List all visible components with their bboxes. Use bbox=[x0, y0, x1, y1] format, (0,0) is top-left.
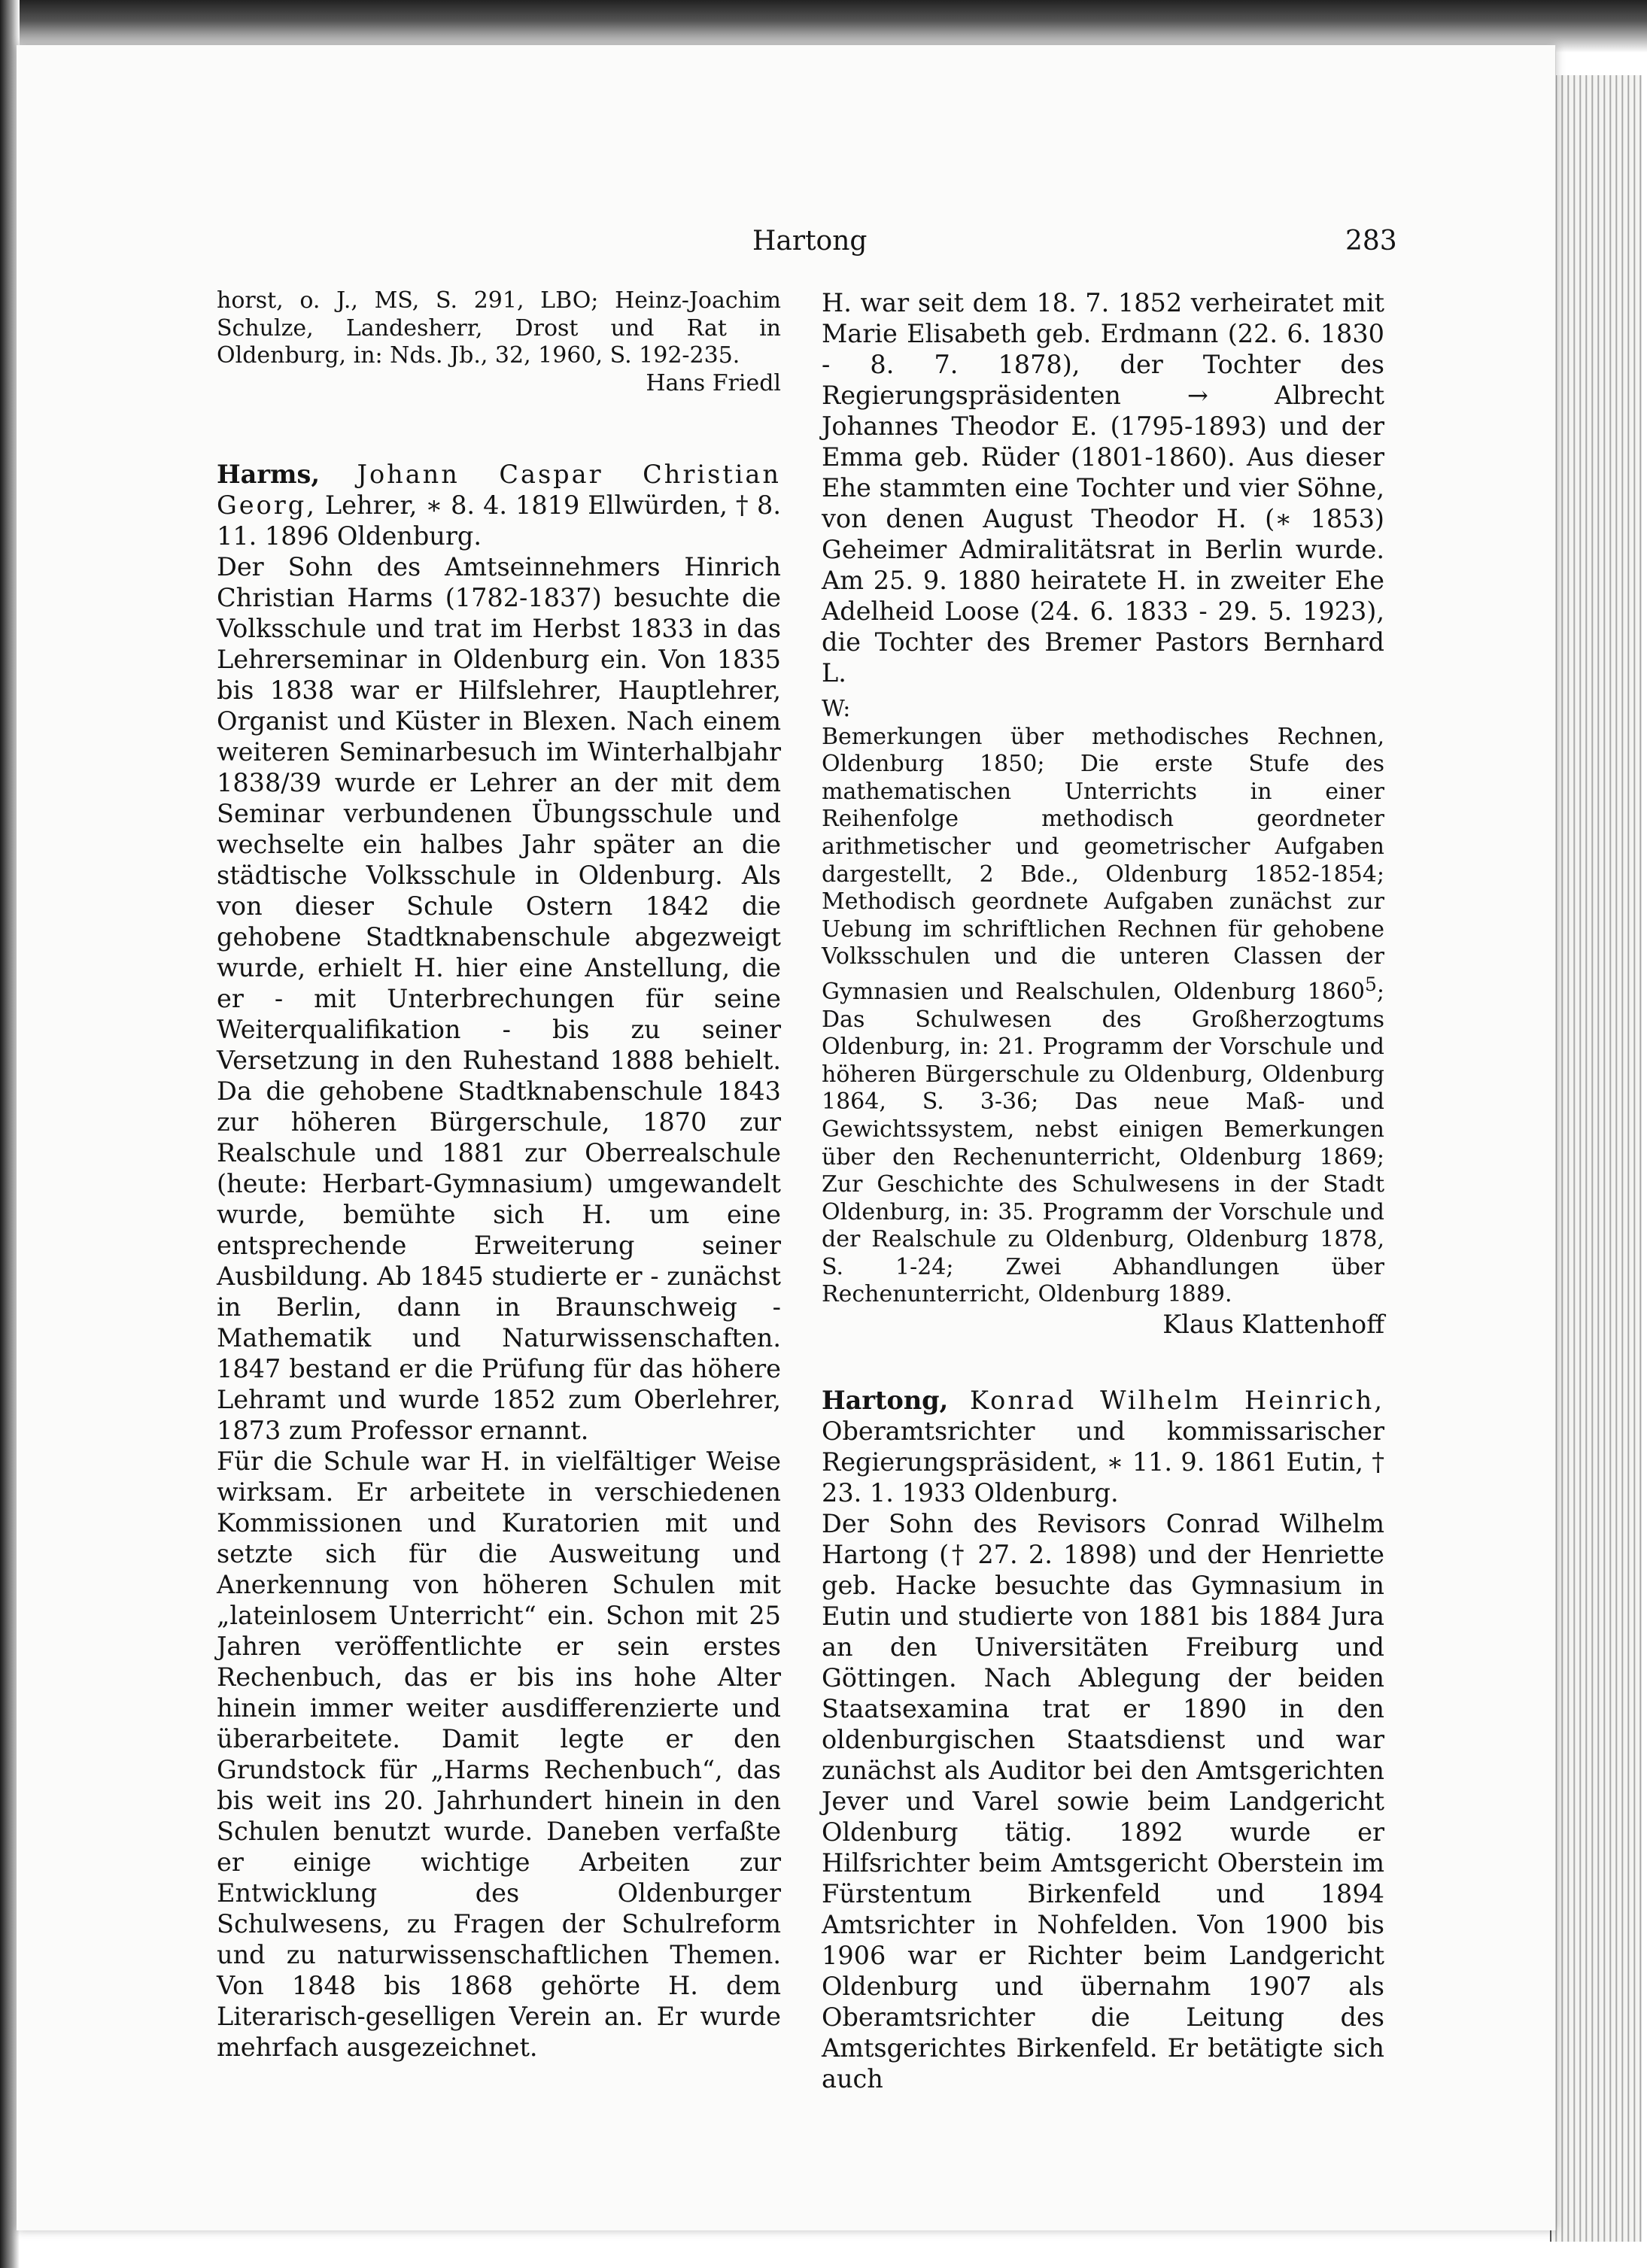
entry-separator bbox=[217, 397, 781, 459]
hartong-life-data: Oberamtsrichter und kommissarischer Regierungspräsident, ∗ 11. 9. 1861 Eutin, † 23. 1. 1933 Oldenburg. bbox=[822, 1416, 1384, 1508]
harms-life-data: Lehrer, ∗ 8. 4. 1819 Ellwürden, † 8. 11. 1896 Oldenburg. bbox=[217, 490, 781, 551]
right-column bbox=[822, 287, 1384, 2094]
hartong-surname: Hartong, bbox=[822, 1386, 949, 1416]
entry-separator bbox=[822, 1340, 1384, 1385]
previous-entry-author: Hans Friedl bbox=[646, 369, 781, 396]
harms-surname: Harms, bbox=[217, 460, 320, 490]
page-number: 283 bbox=[1345, 226, 1397, 257]
hartong-given-names: Konrad Wilhelm Heinrich, bbox=[970, 1386, 1385, 1416]
harms-paragraph-2: Für die Schule war H. in vielfältiger Weise wirksam. Er arbeitete in verschiedenen Kommissionen und Kuratorien mit und setzte sich für die Ausweitung und Anerkennung von höheren Schulen mit „lateinlosem Unterricht“ ein. Schon mit 25 Jahren veröffentlichte er sein erstes Rechenbuch, das er bis ins hohe Alter hinein immer weiter ausdifferenzierte und überarbeitete. Damit legte er den Grundstock für „Harms Rechenbuch“, das bis weit ins 20. Jahrhundert hinein in den Schulen benutzt wurde. Daneben verfaßte er einige wichtige Arbeiten zur Entwicklung des Oldenburger Schulwesens, zu Fragen der Schulreform und zu naturwissenschaftlichen Themen. Von 1848 bis 1868 gehörte H. dem Literarisch-geselligen Verein an. Er wurde mehrfach ausgezeichnet. bbox=[217, 1447, 781, 2063]
works-text-2: ; Das Schulwesen des Großherzogtums Oldenburg, in: 21. Programm der Vorschule und höheren Bürgerschule zu Oldenburg, Oldenburg 1864, S. 3-36; Das neue Maß- und Gewichtssystem, nebst einigen Bemerkungen über den Rechenunterricht, Oldenburg 1869; Zur Geschichte des Schulwesens in der Stadt Oldenburg, in: 35. Programm der Vorschule und der Realschule zu Oldenburg, Oldenburg 1878, S. 1-24; Zwei Abhandlungen über Rechenunterricht, Oldenburg 1889. bbox=[822, 978, 1384, 1308]
harms-given-names: Johann Caspar Christian Georg, bbox=[217, 460, 781, 521]
harms-paragraph-1: Der Sohn des Amtseinnehmers Hinrich Christian Harms (1782-1837) besuchte die Volksschule und trat im Herbst 1833 in das Lehrerseminar in Oldenburg ein. Von 1835 bis 1838 war er Hilfslehrer, Hauptlehrer, Organist und Küster in Blexen. Nach einem weiteren Seminarbesuch im Winterhalbjahr 1838/39 wurde er Lehrer an der mit dem Seminar verbundenen Übungsschule und wechselte ein halbes Jahr später an die städtische Volksschule in Oldenburg. Als von dieser Schule Ostern 1842 die gehobene Stadtknabenschule abgezweigt wurde, erhielt H. hier eine Anstellung, die er - mit Unterbrechungen für seine Weiterqualifikation - bis zu seiner Versetzung in den Ruhestand 1888 behielt. Da die gehobene Stadtknabenschule 1843 zur höheren Bürgerschule, 1870 zur Realschule und 1881 zur Oberrealschule (heute: Herbart-Gymnasium) umgewandelt wurde, bemühte sich H. um eine entsprechende Erweiterung seiner Ausbildung. Ab 1845 studierte er - zunächst in Berlin, dann in Braunschweig - Mathematik und Naturwissenschaften. 1847 bestand er die Prüfung für das höhere Lehramt und wurde 1852 zum Oberlehrer, 1873 zum Professor ernannt. bbox=[217, 552, 781, 1446]
left-column bbox=[217, 287, 781, 2063]
page-edges bbox=[1550, 75, 1642, 2242]
works-text-1: Bemerkungen über methodisches Rechnen, Oldenburg 1850; Die erste Stufe des mathematischen Unterrichts in einer Reihenfolge methodisch geordneter arithmetischer und geometrischer Aufgaben dargestellt, 2 Bde., Oldenburg 1852-1854; Methodisch geordnete Aufgaben zunächst zur Uebung im schriftlichen Rechnen für gehobene Volksschulen und die unteren Classen der Gymnasien und Realschulen, Oldenburg 1860 bbox=[822, 723, 1384, 1005]
works-edition-sup: 5 bbox=[1364, 973, 1377, 995]
hartong-entry-head bbox=[822, 1385, 1384, 1508]
harms-entry-head bbox=[217, 459, 781, 551]
previous-entry-sources: horst, o. J., MS, S. 291, LBO; Heinz-Joachim Schulze, Landesherr, Drost und Rat in Oldenburg, in: Nds. Jb., 32, 1960, S. 192-235. bbox=[217, 287, 781, 369]
works-label: W: bbox=[822, 696, 851, 722]
hartong-paragraph-1: Der Sohn des Revisors Conrad Wilhelm Hartong († 27. 2. 1898) und der Henriette geb. Hacke besuchte das Gymnasium in Eutin und studierte von 1881 bis 1884 Jura an den Universitäten Freiburg und Göttingen. Nach Ablegung der beiden Staatsexamina trat er 1890 in den oldenburgischen Staatsdienst und war zunächst als Auditor bei den Amtsgerichten Jever und Varel sowie beim Landgericht Oldenburg tätig. 1892 wurde er Hilfsrichter beim Amtsgericht Oberstein im Fürstentum Birkenfeld und 1894 Amtsrichter in Nohfelden. Von 1900 bis 1906 war er Richter beim Landgericht Oldenburg und übernahm 1907 als Oberamtsrichter die Leitung des Amtsgerichtes Birkenfeld. Er betätigte sich auch bbox=[822, 1509, 1384, 2094]
running-title: Hartong bbox=[752, 226, 868, 257]
harms-paragraph-3: H. war seit dem 18. 7. 1852 verheiratet mit Marie Elisabeth geb. Erdmann (22. 6. 1830 - 8. 7. 1878), der Tochter des Regierungspräsidenten → Albrecht Johannes Theodor E. (1795-1893) und der Emma geb. Rüder (1801-1860). Aus dieser Ehe stammten eine Tochter und vier Söhne, von denen August Theodor H. (∗ 1853) Geheimer Admiralitätsrat in Berlin wurde. Am 25. 9. 1880 heiratete H. in zweiter Ehe Adelheid Loose (24. 6. 1833 - 29. 5. 1923), die Tochter des Bremer Pastors Bernhard L. bbox=[822, 288, 1384, 688]
works-list bbox=[822, 724, 1384, 1309]
harms-entry-author: Klaus Klattenhoff bbox=[1162, 1310, 1384, 1340]
